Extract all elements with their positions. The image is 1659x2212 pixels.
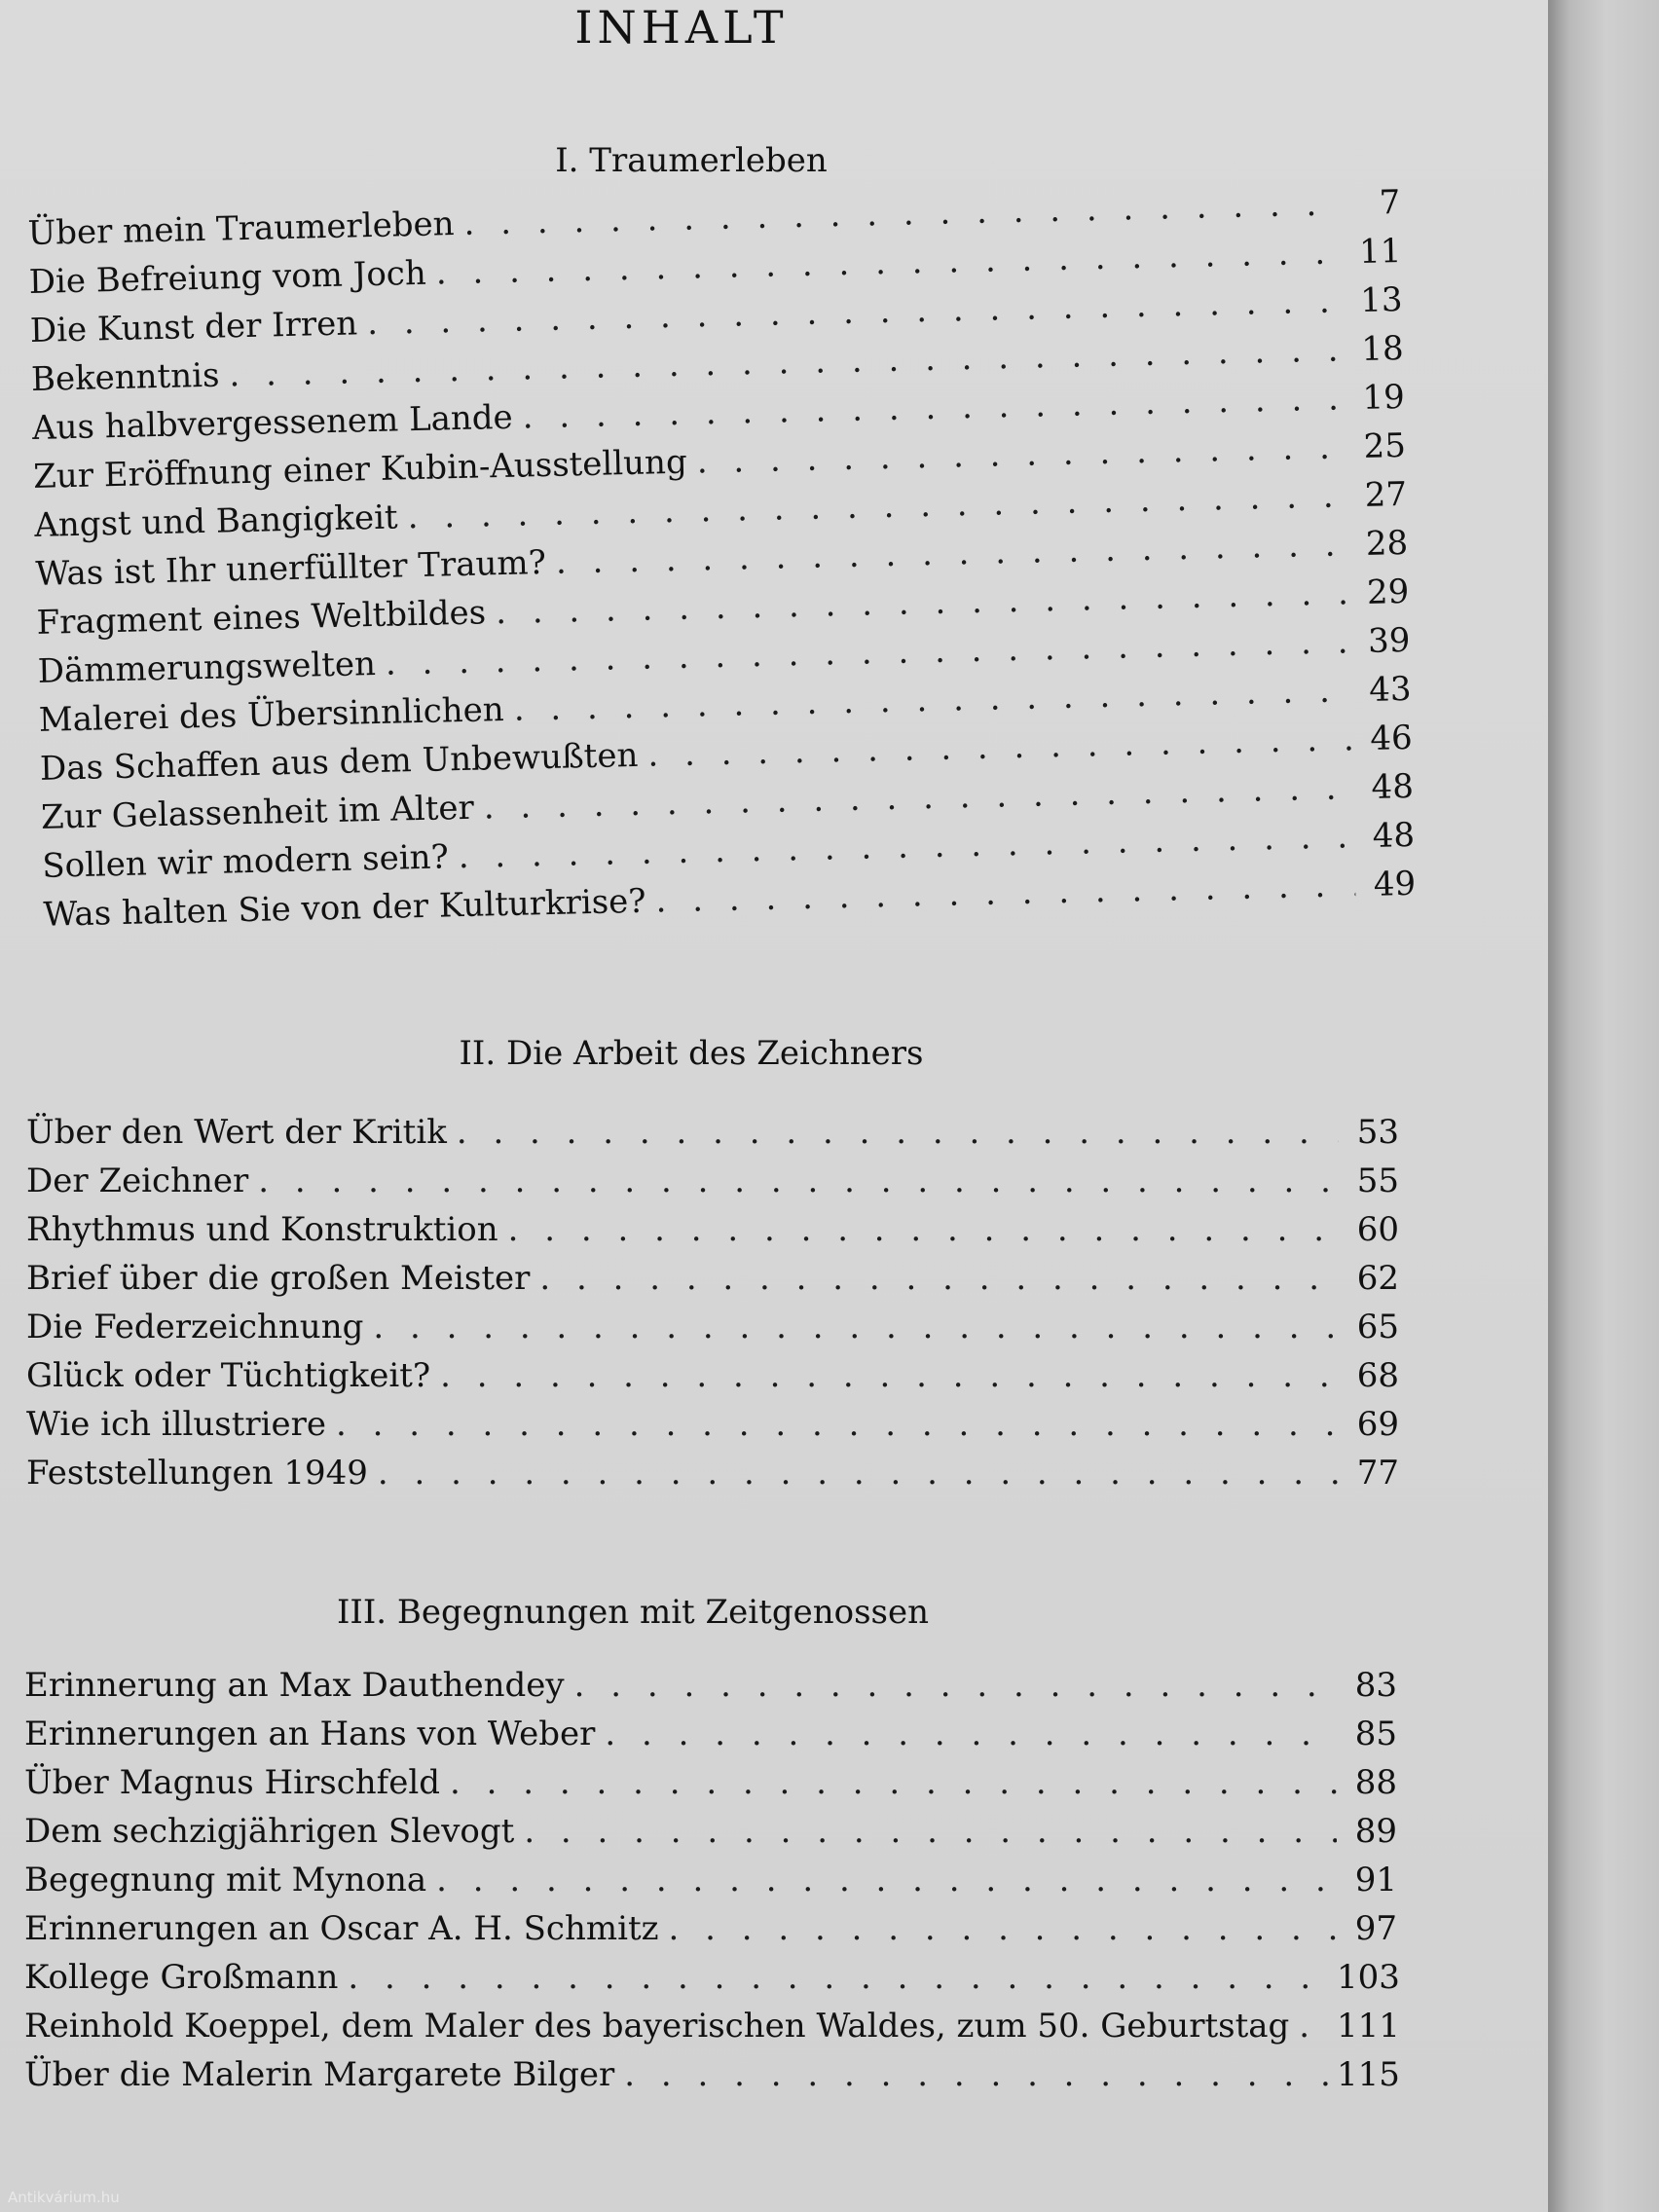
toc-entry <box>26 1400 1399 1449</box>
dot-leader <box>258 1157 1339 1205</box>
toc-entry <box>24 1904 1397 1953</box>
toc-entry-page-number: 27 <box>1364 474 1408 515</box>
dot-leader <box>336 1400 1339 1449</box>
toc-entry-title: Über mein Traumerleben <box>27 204 455 253</box>
toc-list-begegnungen <box>24 1661 1400 2099</box>
toc-entry-title: Rhythmus und Konstruktion <box>26 1210 498 1249</box>
toc-entry-page-number: 65 <box>1356 1308 1399 1346</box>
toc-entry-page-number: 28 <box>1365 523 1409 564</box>
toc-entry-page-number: 7 <box>1379 183 1401 223</box>
toc-entry-title: Feststellungen 1949 <box>26 1454 368 1493</box>
toc-entry-page-number: 48 <box>1371 766 1415 807</box>
toc-entry-title: Über den Wert der Kritik <box>26 1113 447 1152</box>
toc-entry-title: Bekenntnis <box>30 355 220 399</box>
dot-leader <box>539 1254 1339 1303</box>
toc-entry <box>26 1108 1399 1157</box>
toc-entry-title: Zur Gelassenheit im Alter <box>40 788 475 837</box>
toc-entry <box>24 1710 1397 1758</box>
toc-entry-title: Fragment eines Weltbildes <box>36 593 487 643</box>
toc-entry <box>24 1953 1400 2002</box>
toc-entry-page-number: 89 <box>1354 1812 1397 1851</box>
toc-entry-title: Was ist Ihr unerfüllter Traum? <box>35 543 547 594</box>
dot-leader <box>1299 2002 1337 2050</box>
toc-entry-title: Sollen wir modern sein? <box>41 837 450 886</box>
toc-entry-page-number: 68 <box>1356 1356 1399 1395</box>
toc-entry-page-number: 69 <box>1356 1405 1399 1444</box>
toc-entry-page-number: 19 <box>1362 377 1406 418</box>
dot-leader <box>378 1449 1339 1497</box>
toc-entry-page-number: 91 <box>1354 1861 1397 1899</box>
toc-entry <box>26 1351 1399 1400</box>
toc-entry-page-number: 103 <box>1337 1958 1400 1997</box>
toc-entry-title: Reinhold Koeppel, dem Maler des bayerischen Waldes, zum 50. Geburtstag <box>24 2007 1290 2046</box>
toc-entry-title: Brief über die großen Meister <box>26 1259 531 1298</box>
toc-entry-title: Malerei des Übersinnlichen <box>38 690 505 740</box>
toc-entry-page-number: 39 <box>1367 620 1411 661</box>
toc-entry-page-number: 60 <box>1356 1210 1399 1249</box>
toc-entry-title: Die Befreiung vom Joch <box>28 253 427 302</box>
toc-entry-page-number: 29 <box>1366 571 1410 612</box>
dot-leader <box>373 1303 1339 1351</box>
toc-entry <box>24 2002 1400 2050</box>
toc-entry <box>24 1807 1397 1856</box>
toc-entry-title: Über Magnus Hirschfeld <box>24 1763 441 1802</box>
toc-entry <box>26 1449 1399 1497</box>
toc-entry-title: Wie ich illustriere <box>26 1405 327 1444</box>
toc-entry-page-number: 11 <box>1358 231 1402 272</box>
dot-leader <box>440 1351 1339 1400</box>
toc-entry-title: Aus halbvergessenem Lande <box>31 397 514 448</box>
toc-list-traumerleben <box>27 178 1417 940</box>
dot-leader <box>524 1807 1337 1856</box>
toc-entry <box>24 1758 1397 1807</box>
dot-leader <box>508 1205 1339 1254</box>
toc-entry-page-number: 85 <box>1354 1714 1397 1753</box>
toc-entry-title: Kollege Großmann <box>24 1958 339 1997</box>
section-heading-arbeit-des-zeichners: II. Die Arbeit des Zeichners <box>459 1034 924 1073</box>
dot-leader <box>436 1856 1337 1904</box>
toc-entry-title: Der Zeichner <box>26 1161 249 1200</box>
toc-entry-page-number: 115 <box>1337 2055 1400 2094</box>
toc-entry-page-number: 25 <box>1363 425 1407 466</box>
toc-entry-page-number: 18 <box>1360 328 1405 369</box>
dot-leader <box>574 1661 1337 1710</box>
dot-leader <box>669 1904 1337 1953</box>
toc-entry-page-number: 13 <box>1359 279 1403 320</box>
toc-entry <box>26 1205 1399 1254</box>
toc-entry-page-number: 43 <box>1368 669 1413 710</box>
toc-entry-page-number: 49 <box>1373 864 1417 904</box>
toc-entry-page-number: 53 <box>1356 1113 1399 1152</box>
dot-leader <box>605 1710 1337 1758</box>
toc-entry-title: Über die Malerin Margarete Bilger <box>24 2055 615 2094</box>
toc-entry-title: Was halten Sie von der Kulturkrise? <box>42 881 646 935</box>
toc-entry-page-number: 83 <box>1354 1666 1397 1705</box>
toc-entry-title: Angst und Bangigkeit <box>33 498 399 545</box>
toc-entry-title: Das Schaffen aus dem Unbewußten <box>39 735 639 789</box>
toc-entry-title: Erinnerungen an Hans von Weber <box>24 1714 596 1753</box>
toc-entry-page-number: 46 <box>1369 718 1414 758</box>
toc-entry-title: Begegnung mit Mynona <box>24 1861 427 1899</box>
toc-entry-title: Erinnerung an Max Dauthendey <box>24 1666 565 1705</box>
toc-entry <box>26 1157 1399 1205</box>
toc-list-arbeit-des-zeichners <box>26 1108 1399 1497</box>
dot-leader <box>457 1108 1339 1157</box>
page-edge-shadow <box>1548 0 1659 2212</box>
toc-entry-title: Glück oder Tüchtigkeit? <box>26 1356 431 1395</box>
toc-entry <box>24 1856 1397 1904</box>
dot-leader <box>624 2050 1337 2099</box>
toc-entry-title: Die Federzeichnung <box>26 1308 364 1346</box>
section-heading-traumerleben: I. Traumerleben <box>555 141 828 180</box>
watermark: Antikvárium.hu <box>8 2189 120 2206</box>
page-title: INHALT <box>574 1 789 54</box>
toc-entry-title: Dem sechzigjährigen Slevogt <box>24 1812 515 1851</box>
dot-leader <box>348 1953 1337 2002</box>
toc-entry-title: Zur Eröffnung einer Kubin-Ausstellung <box>32 442 688 497</box>
toc-entry-page-number: 88 <box>1354 1763 1397 1802</box>
toc-entry <box>24 1661 1397 1710</box>
toc-entry-page-number: 55 <box>1356 1161 1399 1200</box>
toc-entry-page-number: 111 <box>1337 2007 1400 2046</box>
dot-leader <box>450 1758 1337 1807</box>
toc-entry <box>24 2050 1400 2099</box>
toc-entry-page-number: 62 <box>1356 1259 1399 1298</box>
toc-entry-page-number: 48 <box>1372 815 1416 856</box>
toc-entry <box>26 1254 1399 1303</box>
toc-entry-title: Dämmerungswelten <box>37 645 377 691</box>
toc-entry-page-number: 77 <box>1356 1454 1399 1493</box>
toc-entry-title: Die Kunst der Irren <box>29 304 358 350</box>
section-heading-begegnungen: III. Begegnungen mit Zeitgenossen <box>337 1593 929 1632</box>
toc-entry <box>26 1303 1399 1351</box>
toc-entry-title: Erinnerungen an Oscar A. H. Schmitz <box>24 1909 659 1948</box>
toc-entry-page-number: 97 <box>1354 1909 1397 1948</box>
